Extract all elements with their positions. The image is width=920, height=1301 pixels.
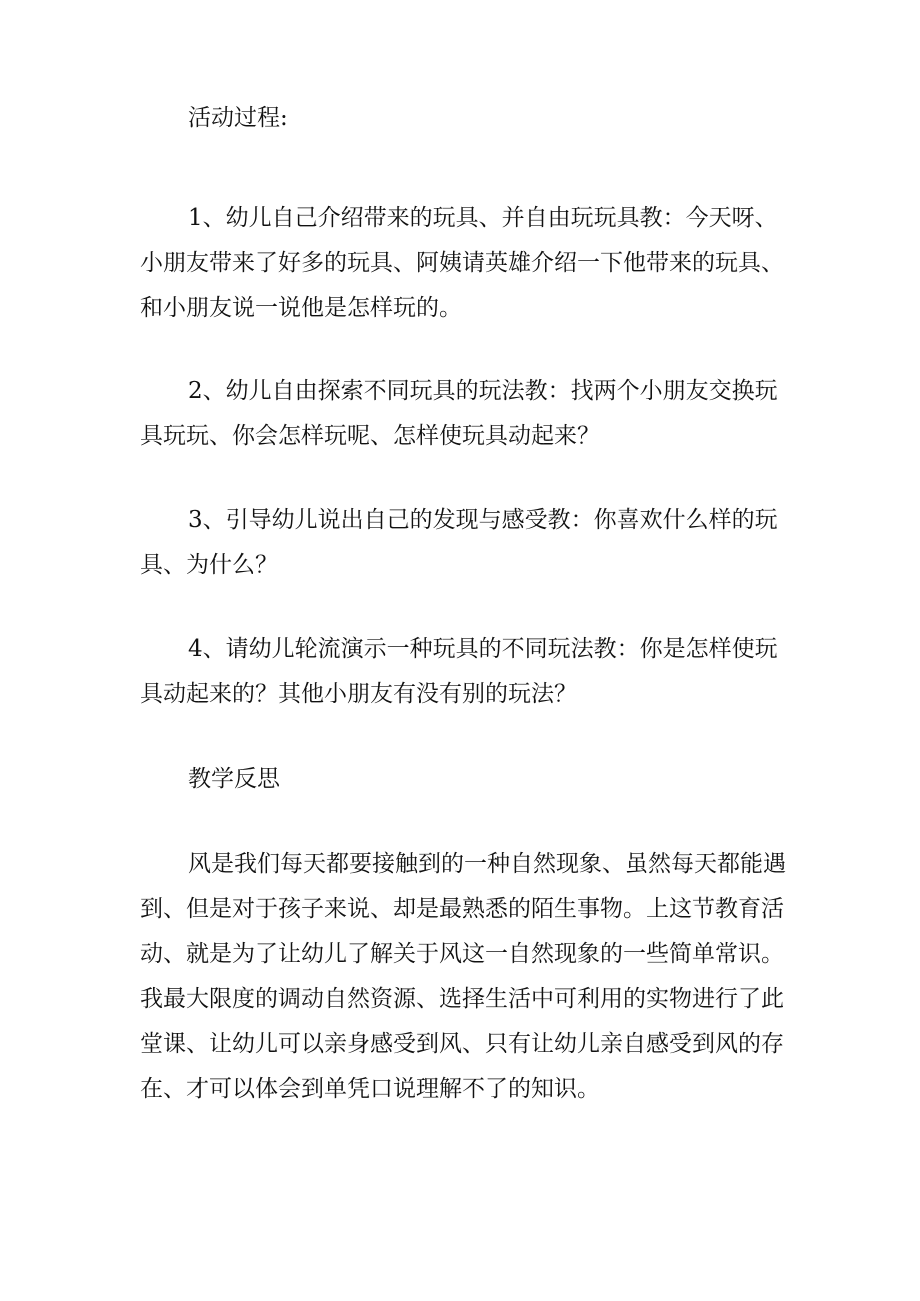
paragraph-line: 风是我们每天都要接触到的一种自然现象、虽然每天都能遇 <box>188 851 786 877</box>
reflection-paragraph <box>140 842 800 1112</box>
paragraph-line: 我最大限度的调动自然资源、选择生活中可利用的实物进行了此 <box>140 986 784 1012</box>
step-paragraph-4 <box>140 627 800 717</box>
paragraph-line: 2、幼儿自由探索不同玩具的玩法教：找两个小朋友交换玩 <box>188 378 778 404</box>
paragraph-line: 具玩玩、你会怎样玩呢、怎样使玩具动起来？ <box>140 423 600 449</box>
paragraph-line: 堂课、让幼儿可以亲身感受到风、只有让幼儿亲自感受到风的存 <box>140 1031 784 1057</box>
paragraph-line: 小朋友带来了好多的玩具、阿姨请英雄介绍一下他带来的玩具、 <box>140 250 784 276</box>
paragraph-line: 在、才可以体会到单凭口说理解不了的知识。 <box>140 1076 600 1102</box>
paragraph-line: 具动起来的？其他小朋友有没有别的玩法？ <box>140 681 577 707</box>
section-title-teaching-reflection: 教学反思 <box>188 766 280 792</box>
paragraph-line: 和小朋友说一说他是怎样玩的。 <box>140 295 462 321</box>
paragraph-line: 3、引导幼儿说出自己的发现与感受教：你喜欢什么样的玩 <box>188 507 778 533</box>
step-paragraph-1 <box>140 196 800 331</box>
section-title-activity-process: 活动过程: <box>188 105 288 131</box>
paragraph-line: 4、请幼儿轮流演示一种玩具的不同玩法教：你是怎样使玩 <box>188 636 778 662</box>
step-paragraph-2 <box>140 369 800 459</box>
step-paragraph-3 <box>140 498 800 588</box>
paragraph-line: 具、为什么？ <box>140 552 278 578</box>
paragraph-line: 到、但是对于孩子来说、却是最熟悉的陌生事物。上这节教育活 <box>140 896 784 922</box>
paragraph-line: 1、幼儿自己介绍带来的玩具、并自由玩玩具教：今天呀、 <box>188 205 778 231</box>
paragraph-line: 动、就是为了让幼儿了解关于风这一自然现象的一些简单常识。 <box>140 941 784 967</box>
